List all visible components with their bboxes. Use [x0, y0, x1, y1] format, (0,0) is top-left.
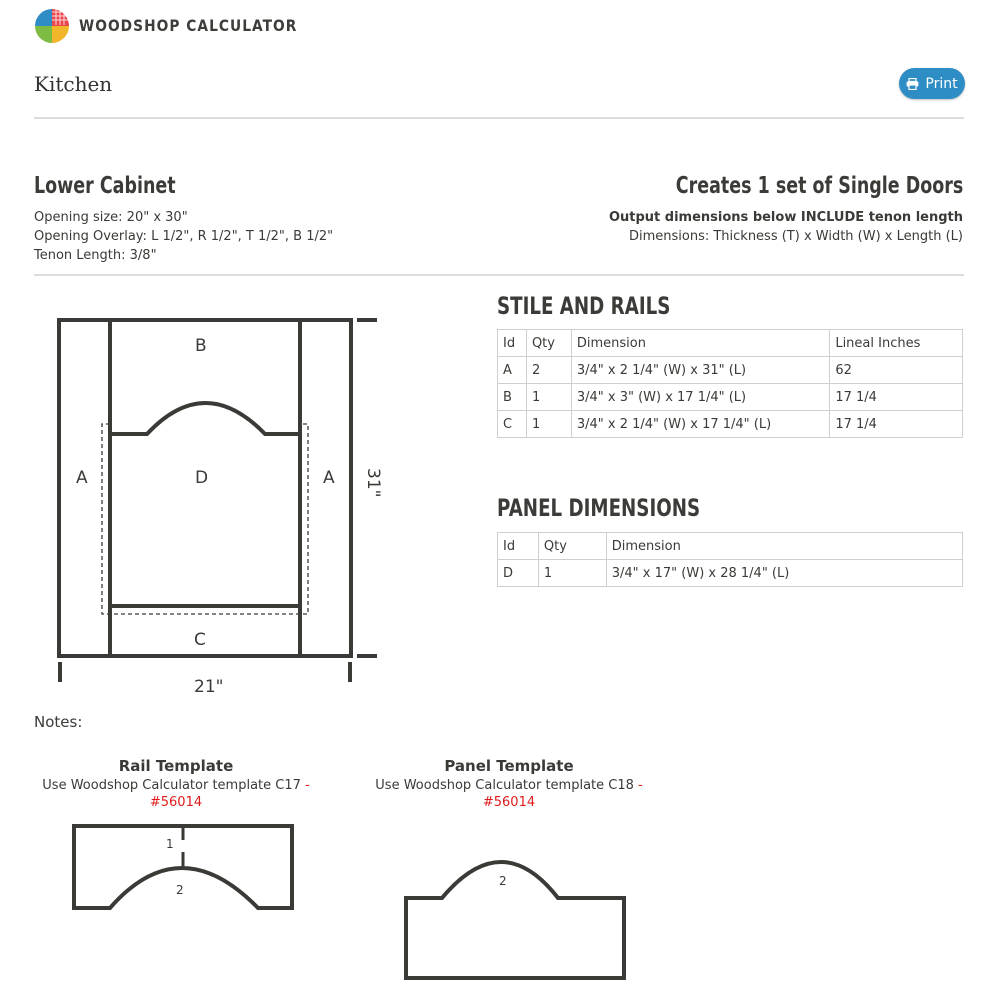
rail-template-link[interactable]: #56014: [149, 795, 203, 810]
height-dimension-label: 31": [363, 468, 383, 498]
rail-template-drawing: [70, 822, 296, 918]
cell-lineal-inches: 17 1/4: [830, 384, 963, 411]
column-header: Dimension: [606, 533, 962, 560]
brand-name: WOODSHOP CALCULATOR: [79, 16, 298, 35]
panel-template-link[interactable]: #56014: [482, 795, 536, 810]
panel-dimensions-table: [497, 532, 963, 587]
column-header: Dimension: [571, 330, 830, 357]
cell-qty: 1: [538, 560, 606, 587]
diagram-label-a-left: A: [76, 468, 88, 488]
print-label: Print: [925, 75, 958, 92]
rail-template-label-2: 2: [176, 883, 184, 897]
cell-dimension: 3/4" x 3" (W) x 17 1/4" (L): [571, 384, 830, 411]
table-header-row: [498, 533, 963, 560]
width-dimension-label: 21": [194, 677, 224, 697]
cell-qty: 1: [526, 384, 571, 411]
cell-dimension: 3/4" x 17" (W) x 28 1/4" (L): [606, 560, 962, 587]
printer-icon: [906, 78, 919, 90]
stile-rails-title: STILE AND RAILS: [497, 292, 671, 320]
diagram-label-d: D: [195, 468, 209, 488]
notes-label: Notes:: [34, 713, 83, 731]
table-row: [498, 357, 963, 384]
panel-template-dash: -: [633, 778, 643, 793]
cabinet-title: Lower Cabinet: [34, 173, 176, 199]
summary-divider: [34, 274, 964, 276]
column-header: Qty: [526, 330, 571, 357]
panel-template-block: [359, 757, 659, 810]
opening-overlay: Opening Overlay: L 1/2", R 1/2", T 1/2", B 1/2": [34, 229, 334, 244]
column-header: Qty: [538, 533, 606, 560]
cell-qty: 1: [526, 411, 571, 438]
rail-template-label-1: 1: [166, 837, 174, 851]
cell-lineal-inches: 17 1/4: [830, 411, 963, 438]
creates-title: Creates 1 set of Single Doors: [675, 173, 963, 199]
opening-size: Opening size: 20" x 30": [34, 210, 188, 225]
output-note: Output dimensions below INCLUDE tenon length: [608, 210, 963, 225]
cell-id: B: [498, 384, 527, 411]
rail-template-title: Rail Template: [118, 757, 234, 775]
woodshop-logo[interactable]: [34, 8, 70, 44]
table-row: [498, 560, 963, 587]
panel-template-description: Use Woodshop Calculator template C18: [375, 778, 634, 793]
stile-rails-table: [497, 329, 963, 438]
table-row: [498, 384, 963, 411]
rail-template-description: Use Woodshop Calculator template C17: [42, 778, 301, 793]
panel-template-label-2: 2: [499, 874, 507, 888]
diagram-label-c: C: [194, 630, 206, 650]
column-header: Id: [498, 533, 539, 560]
diagram-label-b: B: [195, 336, 207, 356]
cell-qty: 2: [526, 357, 571, 384]
cell-lineal-inches: 62: [830, 357, 963, 384]
cell-dimension: 3/4" x 2 1/4" (W) x 17 1/4" (L): [571, 411, 830, 438]
diagram-label-a-right: A: [323, 468, 335, 488]
rail-template-dash: -: [300, 778, 310, 793]
panel-template-drawing: [402, 850, 630, 988]
door-diagram: [40, 300, 400, 704]
table-header-row: [498, 330, 963, 357]
rail-template-text: [26, 778, 326, 793]
dimensions-note: Dimensions: Thickness (T) x Width (W) x Length (L): [628, 229, 963, 244]
column-header: Id: [498, 330, 527, 357]
cell-id: A: [498, 357, 527, 384]
print-button[interactable]: [899, 68, 965, 99]
panel-template-title: Panel Template: [444, 757, 574, 775]
rail-template-block: [26, 757, 326, 810]
cell-id: C: [498, 411, 527, 438]
cell-dimension: 3/4" x 2 1/4" (W) x 31" (L): [571, 357, 830, 384]
tenon-length: Tenon Length: 3/8": [34, 248, 157, 263]
panel-template-text: [359, 778, 659, 793]
panel-dimensions-title: PANEL DIMENSIONS: [497, 494, 701, 522]
page-title: Kitchen: [34, 72, 113, 96]
cell-id: D: [498, 560, 539, 587]
header-divider: [34, 117, 964, 119]
table-row: [498, 411, 963, 438]
column-header: Lineal Inches: [830, 330, 963, 357]
